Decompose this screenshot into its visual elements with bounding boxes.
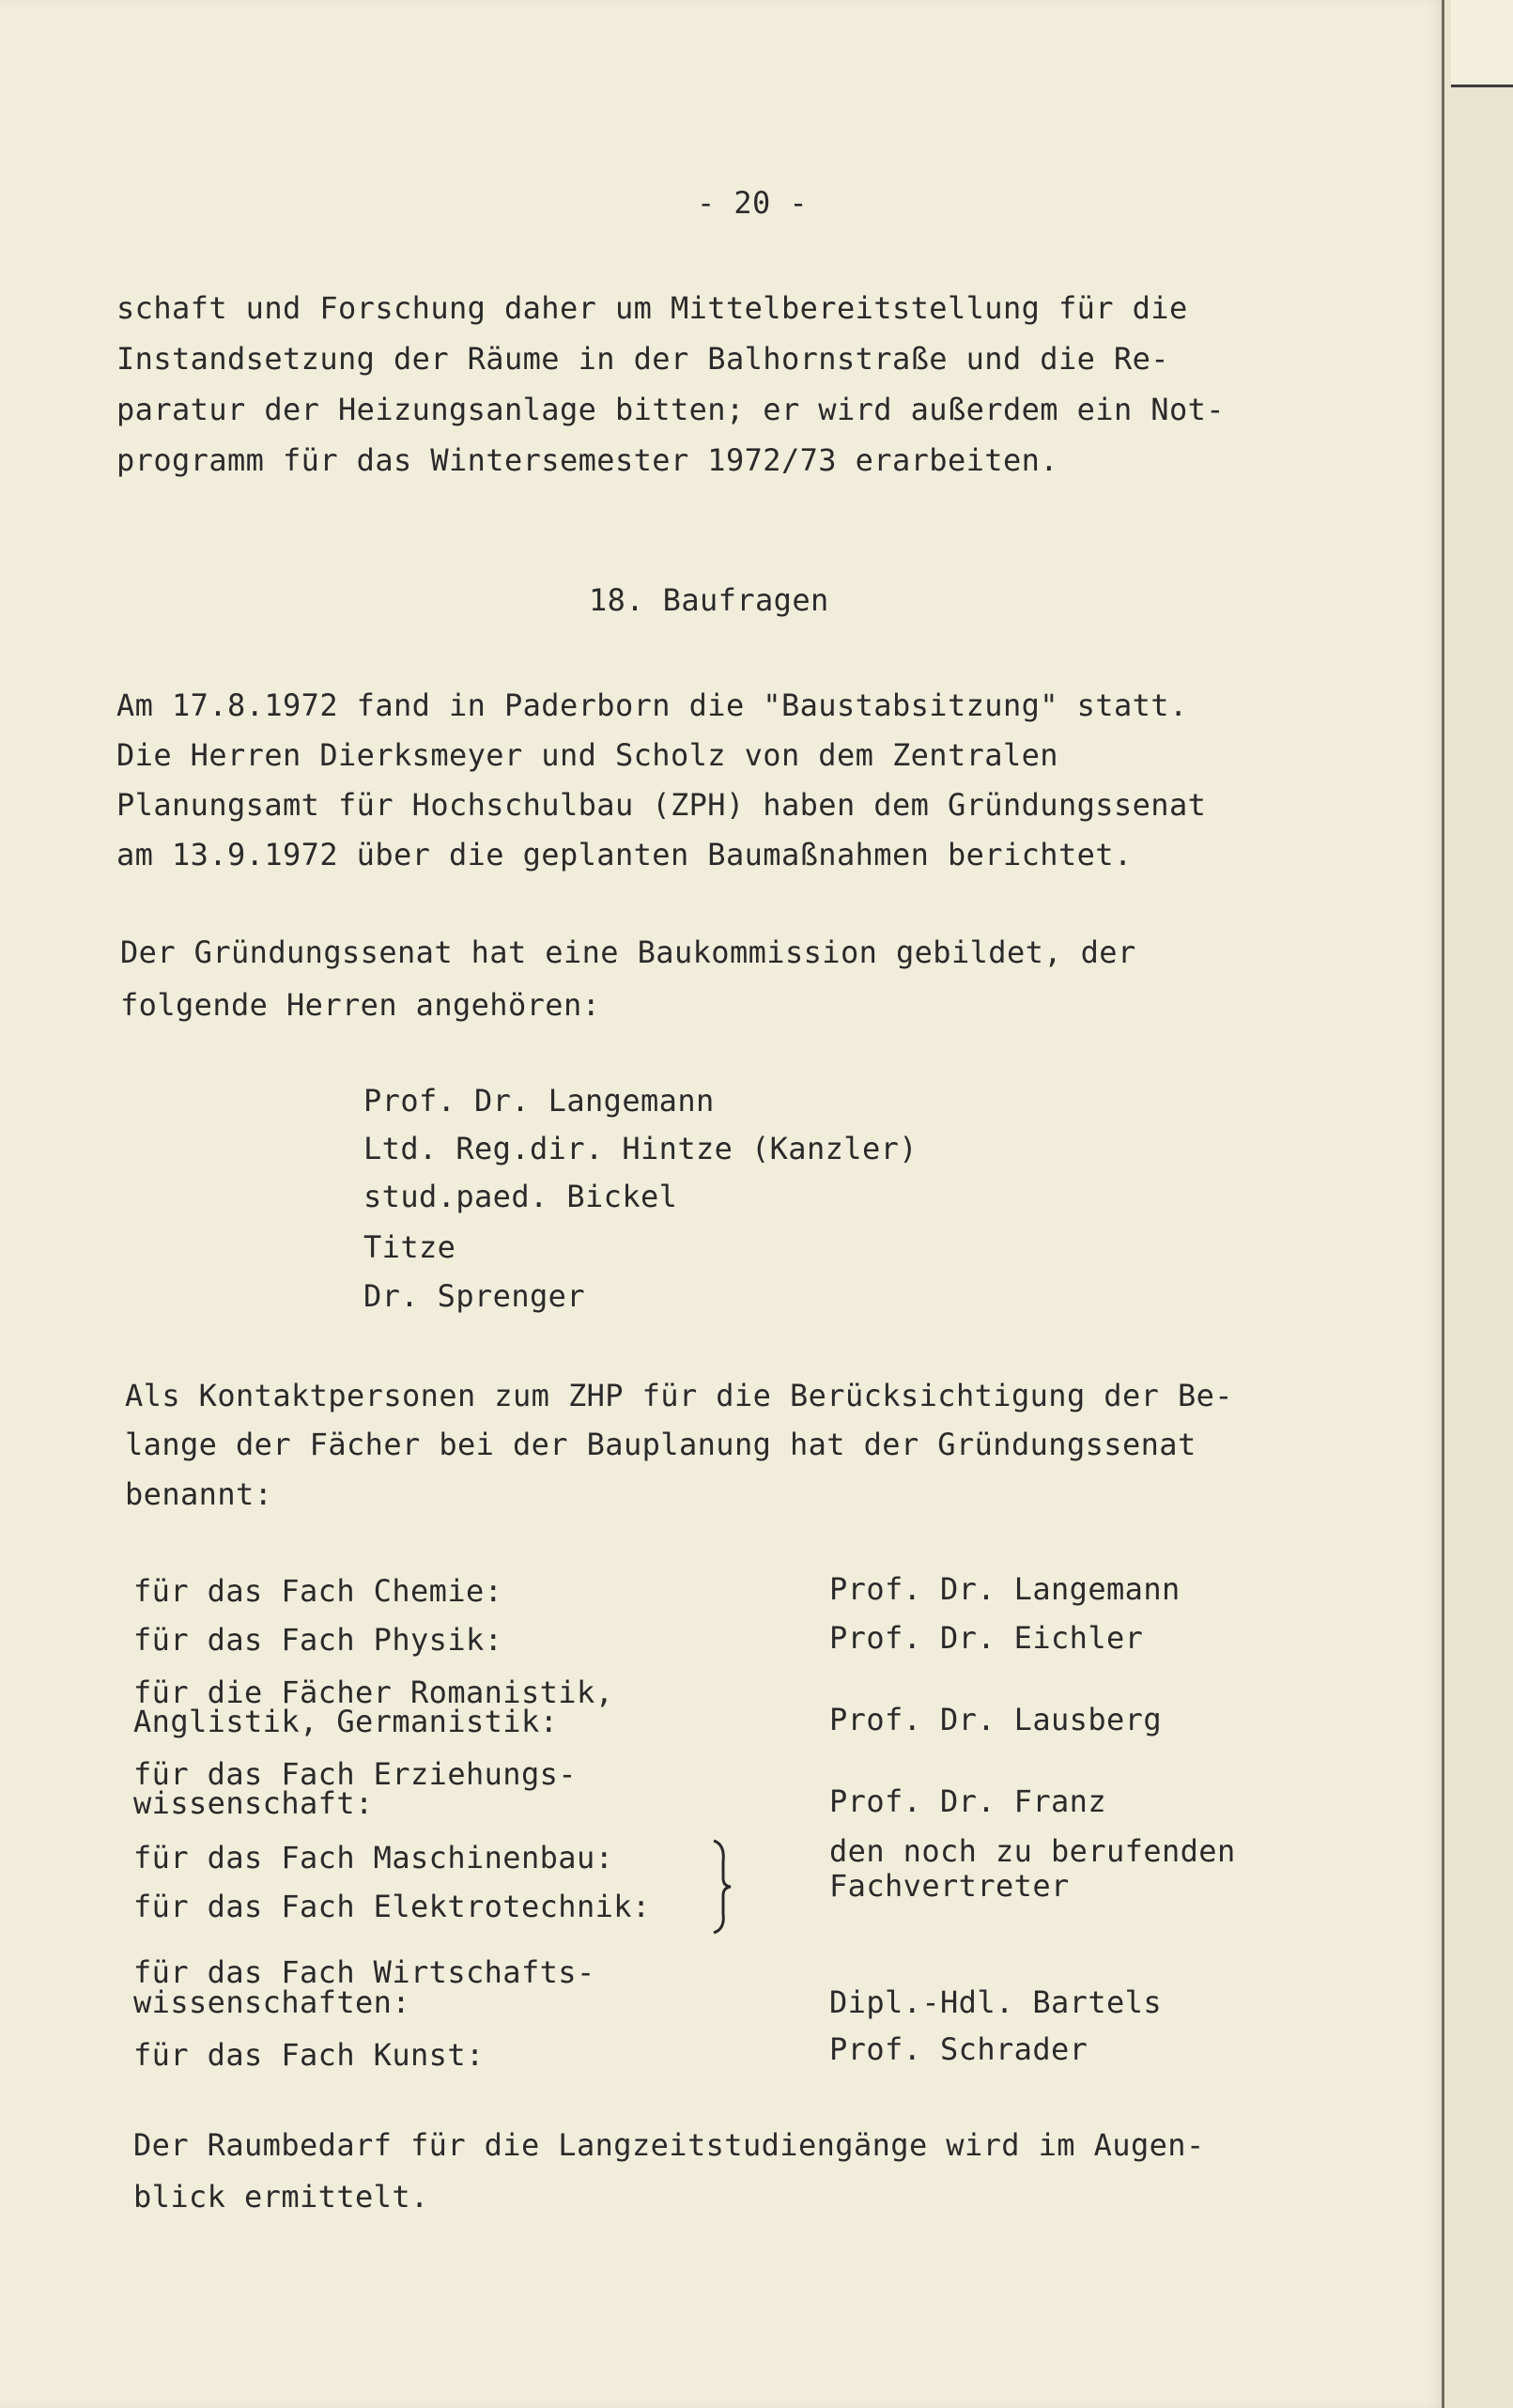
contact-person: Prof. Schrader <box>829 2031 1088 2067</box>
contact-subject: für das Fach Wirtschafts- <box>133 1954 595 1990</box>
paragraph-5-line: Der Raumbedarf für die Langzeitstudiengänge wird im Augen- <box>133 2127 1205 2163</box>
paragraph-2-line: Die Herren Dierksmeyer und Scholz von dem Zentralen <box>116 737 1058 773</box>
paragraph-2-line: Planungsamt für Hochschulbau (ZPH) haben dem Gründungssenat <box>116 787 1207 823</box>
contact-subject: für das Fach Physik: <box>133 1622 503 1658</box>
paragraph-2-line: am 13.9.1972 über die geplanten Baumaßnahmen berichtet. <box>116 837 1133 872</box>
contact-subject: für das Fach Elektrotechnik: <box>133 1889 651 1924</box>
commission-member: Prof. Dr. Langemann <box>363 1083 715 1119</box>
contact-subject: wissenschaft: <box>133 1785 374 1821</box>
contact-subject: wissenschaften: <box>133 1984 410 2020</box>
contact-person: Prof. Dr. Eichler <box>829 1620 1144 1656</box>
paragraph-5-line: blick ermittelt. <box>133 2179 429 2215</box>
paragraph-1-line: Instandsetzung der Räume in der Balhornstraße und die Re- <box>116 341 1169 377</box>
contact-subject: für das Fach Kunst: <box>133 2037 485 2073</box>
contact-person: Prof. Dr. Lausberg <box>829 1702 1162 1737</box>
contact-subject: für das Fach Maschinenbau: <box>133 1840 614 1875</box>
paragraph-3-line: folgende Herren angehören: <box>120 987 601 1023</box>
commission-member: Dr. Sprenger <box>363 1278 585 1314</box>
paragraph-3-line: Der Gründungssenat hat eine Baukommission gebildet, der <box>120 934 1136 970</box>
commission-member: stud.paed. Bickel <box>363 1179 678 1214</box>
adjacent-page-top <box>1451 0 1513 87</box>
page-number: - 20 - <box>697 185 808 221</box>
commission-member: Ltd. Reg.dir. Hintze (Kanzler) <box>363 1131 918 1166</box>
contact-person: Fachvertreter <box>829 1868 1070 1904</box>
paragraph-4-line: Als Kontaktpersonen zum ZHP für die Berücksichtigung der Be- <box>125 1378 1233 1413</box>
contact-person: Prof. Dr. Franz <box>829 1783 1106 1819</box>
commission-member: Titze <box>363 1229 456 1265</box>
paragraph-4-line: benannt: <box>125 1476 273 1512</box>
paragraph-2-line: Am 17.8.1972 fand in Paderborn die "Baustabsitzung" statt. <box>116 687 1188 723</box>
paragraph-4-line: lange der Fächer bei der Bauplanung hat der Gründungssenat <box>125 1427 1197 1462</box>
paragraph-1-line: paratur der Heizungsanlage bitten; er wird außerdem ein Not- <box>116 392 1225 427</box>
paragraph-1-line: schaft und Forschung daher um Mittelbereitstellung für die <box>116 290 1188 326</box>
paragraph-1-line: programm für das Wintersemester 1972/73 erarbeiten. <box>116 442 1058 478</box>
contact-subject: für die Fächer Romanistik, <box>133 1675 614 1710</box>
contact-subject: für das Fach Chemie: <box>133 1573 503 1609</box>
contact-subject: Anglistik, Germanistik: <box>133 1704 559 1739</box>
contact-person: den noch zu berufenden <box>829 1833 1236 1869</box>
contact-person: Dipl.-Hdl. Bartels <box>829 1984 1162 2020</box>
contact-person: Prof. Dr. Langemann <box>829 1571 1181 1607</box>
contact-subject: für das Fach Erziehungs- <box>133 1756 577 1792</box>
adjacent-page-edge <box>1442 0 1513 2408</box>
brace-icon <box>710 1839 736 1935</box>
section-heading: 18. Baufragen <box>589 582 829 618</box>
